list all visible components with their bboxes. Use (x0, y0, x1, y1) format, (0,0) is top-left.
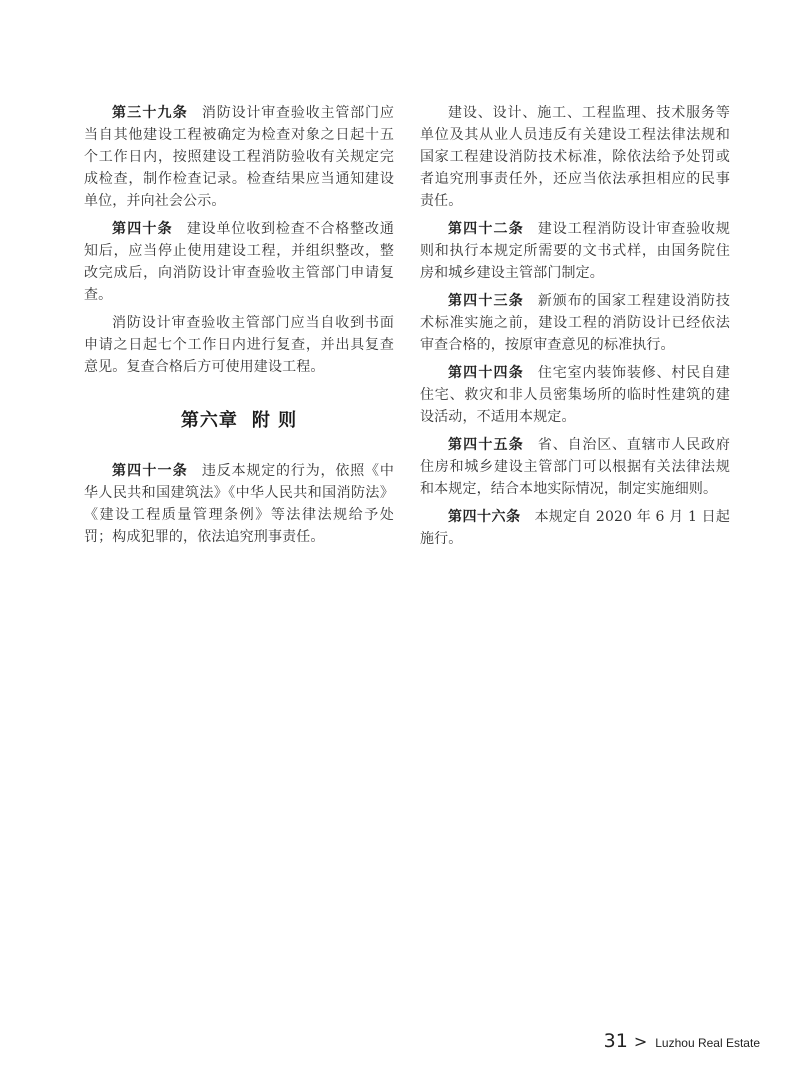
magazine-name: Luzhou Real Estate (655, 1036, 760, 1050)
article-44-text: 住宅室内装饰装修、村民自建住宅、救灾和非人员密集场所的临时性建筑的建设活动，不适用本规定。 (420, 365, 731, 425)
article-42-label: 第四十二条 (448, 221, 524, 237)
article-46 (420, 506, 730, 550)
article-39 (84, 102, 394, 212)
article-40-paragraph-2 (84, 312, 394, 378)
chevron-right-icon: > (633, 1032, 648, 1051)
article-45-label: 第四十五条 (448, 437, 524, 453)
page-number: 31 (603, 1030, 628, 1052)
article-42-text: 建设工程消防设计审查验收规则和执行本规定所需要的文书式样，由国务院住房和城乡建设主管部门制定。 (420, 221, 731, 281)
article-44-label: 第四十四条 (448, 365, 524, 381)
article-46-label: 第四十六条 (448, 509, 521, 525)
chapter-title: 附 则 (251, 410, 298, 431)
page-footer (604, 1030, 760, 1052)
article-43-text: 新颁布的国家工程建设消防技术标准实施之前，建设工程的消防设计已经依法审查合格的，按原审查意见的标准执行。 (420, 293, 731, 353)
article-41-paragraph-2-text: 建设、设计、施工、工程监理、技术服务等单位及其从业人员违反有关建设工程法律法规和国家工程建设消防技术标准，除依法给予处罚或者追究刑事责任外，还应当依法承担相应的民事责任。 (420, 105, 730, 209)
article-44 (420, 362, 730, 428)
article-39-label: 第三十九条 (112, 105, 188, 121)
article-42 (420, 218, 730, 284)
article-39-text: 消防设计审查验收主管部门应当自其他建设工程被确定为检查对象之日起十五个工作日内，按照建设工程消防验收有关规定完成检查，制作检查记录。检查结果应当通知建设单位，并向社会公示。 (84, 105, 395, 209)
chapter-number: 第六章 (180, 410, 238, 431)
article-40-label: 第四十条 (112, 221, 173, 237)
article-45-text: 省、自治区、直辖市人民政府住房和城乡建设主管部门可以根据有关法律法规和本规定，结合本地实际情况，制定实施细则。 (420, 437, 731, 497)
article-41-text: 违反本规定的行为，依照《中华人民共和国建筑法》《中华人民共和国消防法》《建设工程质量管理条例》等法律法规给予处罚；构成犯罪的，依法追究刑事责任。 (84, 463, 395, 545)
article-40 (84, 218, 394, 306)
chapter-heading (84, 406, 394, 432)
article-41-label: 第四十一条 (112, 463, 188, 479)
article-40-text: 建设单位收到检查不合格整改通知后，应当停止使用建设工程，并组织整改，整改完成后，向消防设计审查验收主管部门申请复查。 (84, 221, 395, 303)
article-40-paragraph-2-text: 消防设计审查验收主管部门应当自收到书面申请之日起七个工作日内进行复查，并出具复查意见。复查合格后方可使用建设工程。 (84, 315, 394, 375)
article-41 (84, 460, 394, 548)
left-column (84, 102, 394, 554)
article-43-label: 第四十三条 (448, 293, 524, 309)
right-column (420, 102, 730, 556)
article-41-paragraph-2 (420, 102, 730, 212)
article-43 (420, 290, 730, 356)
article-46-text: 本规定自 2020 年 6 月 1 日起施行。 (420, 509, 731, 547)
article-45 (420, 434, 730, 500)
